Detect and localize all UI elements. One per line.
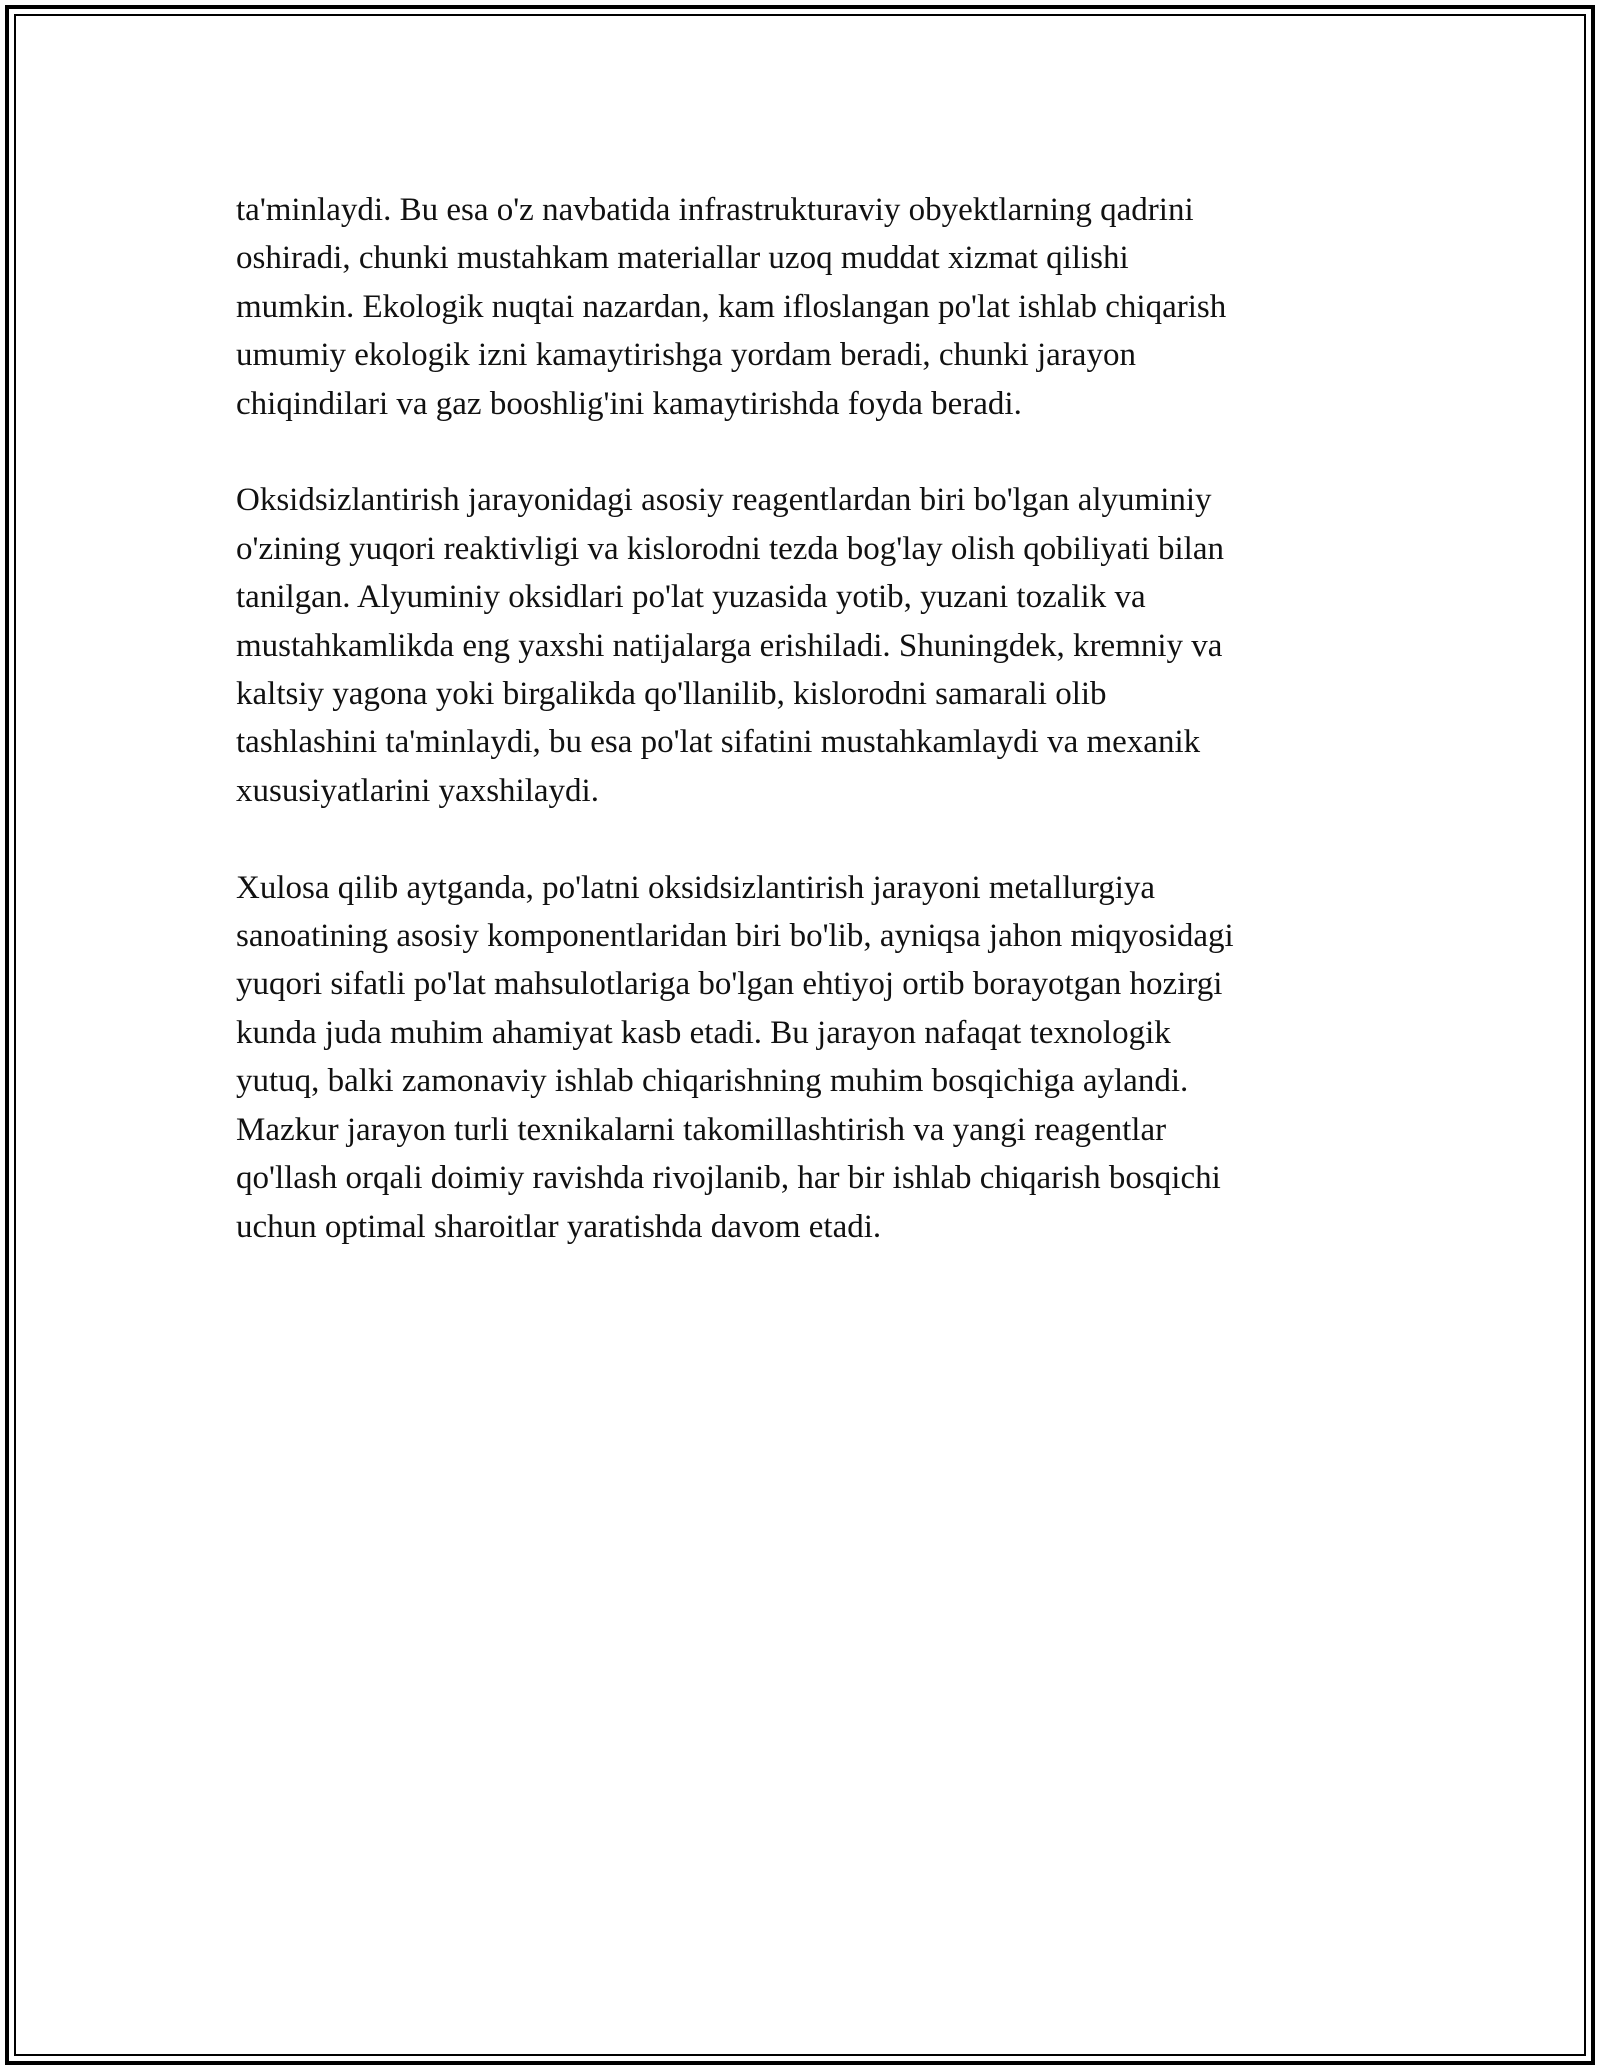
text-line: qo'llash orqali doimiy ravishda rivojlanib, har bir ishlab chiqarish bosqichi [236, 1160, 1221, 1197]
text-line: yutuq, balki zamonaviy ishlab chiqarishning muhim bosqichiga aylandi. [236, 1063, 1189, 1100]
text-line: chiqindilari va gaz booshlig'ini kamaytirishda foyda beradi. [236, 385, 1022, 422]
paragraph-1 [236, 186, 1366, 428]
text-line: kaltsiy yagona yoki birgalikda qo'llanilib, kislorodni samarali olib [236, 676, 1107, 713]
text-line: Mazkur jarayon turli texnikalarni takomillashtirish va yangi reagentlar [236, 1111, 1167, 1148]
paragraph-2 [236, 476, 1366, 815]
text-line: yuqori sifatli po'lat mahsulotlariga bo'lgan ehtiyoj ortib borayotgan hozirgi [236, 966, 1223, 1003]
text-line: tashlashini ta'minlaydi, bu esa po'lat sifatini mustahkamlaydi va mexanik [236, 724, 1201, 761]
text-line: Oksidsizlantirish jarayonidagi asosiy reagentlardan biri bo'lgan alyuminiy [236, 482, 1212, 519]
text-line: sanoatining asosiy komponentlaridan biri bo'lib, ayniqsa jahon miqyosidagi [236, 918, 1234, 955]
text-line: uchun optimal sharoitlar yaratishda davom etadi. [236, 1208, 882, 1245]
text-line: mustahkamlikda eng yaxshi natijalarga erishiladi. Shuningdek, kremniy va [236, 627, 1223, 664]
text-line: xususiyatlarini yaxshilaydi. [236, 772, 599, 809]
text-line: mumkin. Ekologik nuqtai nazardan, kam ifloslangan po'lat ishlab chiqarish [236, 288, 1227, 325]
text-line: o'zining yuqori reaktivligi va kislorodni tezda bog'lay olish qobiliyati bilan [236, 530, 1224, 567]
text-line: tanilgan. Alyuminiy oksidlari po'lat yuzasida yotib, yuzani tozalik va [236, 579, 1146, 616]
paragraph-3 [236, 864, 1366, 1251]
text-line: ta'minlaydi. Bu esa o'z navbatida infrastrukturaviy obyektlarning qadrini [236, 192, 1194, 228]
document-body [236, 186, 1366, 1299]
text-line: Xulosa qilib aytganda, po'latni oksidsizlantirish jarayoni metallurgiya [236, 869, 1156, 906]
text-line: kunda juda muhim ahamiyat kasb etadi. Bu jarayon nafaqat texnologik [236, 1014, 1171, 1051]
text-line: umumiy ekologik izni kamaytirishga yordam beradi, chunki jarayon [236, 337, 1136, 374]
text-line: oshiradi, chunki mustahkam materiallar uzoq muddat xizmat qilishi [236, 240, 1129, 277]
